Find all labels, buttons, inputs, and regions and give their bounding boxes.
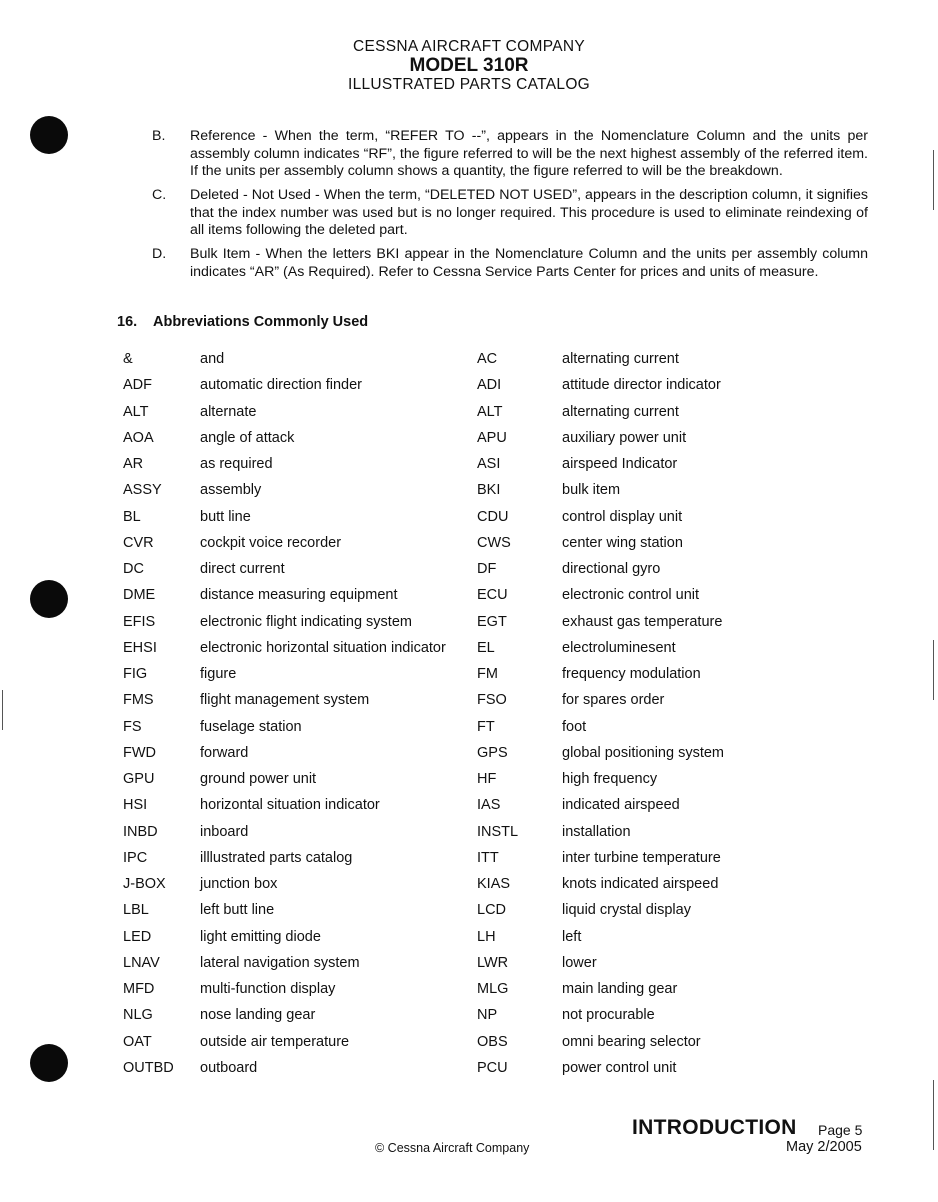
scan-edge-mark (2, 690, 3, 730)
abbreviation-meaning: inter turbine temperature (562, 849, 721, 866)
page-header (0, 38, 938, 94)
abbreviation-meaning: automatic direction finder (200, 377, 362, 394)
abbreviation: J-BOX (123, 876, 166, 893)
abbreviation-meaning: light emitting diode (200, 928, 321, 945)
abbreviation: ADF (123, 377, 152, 394)
abbreviation-meaning: airspeed Indicator (562, 456, 678, 473)
scan-edge-mark (933, 640, 934, 700)
abbreviation-meaning: electroluminesent (562, 639, 676, 656)
abbreviations-table (116, 346, 882, 1081)
catalog-name: ILLUSTRATED PARTS CATALOG (347, 76, 591, 93)
abbreviation-meaning: outboard (200, 1059, 258, 1076)
abbreviation-meaning: lower (562, 954, 597, 971)
abbreviation: LBL (123, 902, 149, 919)
table-row (116, 372, 882, 398)
footer-copyright: © Cessna Aircraft Company (375, 1141, 530, 1155)
abbreviation-meaning: electronic horizontal situation indicator (200, 639, 446, 656)
abbreviation: & (123, 351, 133, 368)
abbreviation: FT (477, 718, 495, 735)
abbreviation-meaning: directional gyro (562, 561, 661, 578)
paragraph-text: Deleted - Not Used - When the term, “DELETED NOT USED”, appears in the description column, it signifies that the index number was used but is no longer required. This procedure is used to eliminate reindexing of all items following the deleted part. (190, 187, 868, 238)
abbreviation-meaning: inboard (200, 823, 249, 840)
table-row (116, 976, 882, 1002)
abbreviation: ITT (477, 849, 499, 866)
abbreviation-meaning: horizontal situation indicator (200, 797, 380, 814)
abbreviation: HSI (123, 797, 148, 814)
abbreviation: GPU (123, 771, 155, 788)
paragraph-text: Bulk Item - When the letters BKI appear in the Nomenclature Column and the units per assembly column indicates “AR” (As Required). Refer to Cessna Service Parts Center for prices and units of measure. (190, 246, 868, 280)
table-row (116, 504, 882, 530)
abbreviation-meaning: alternating current (562, 403, 679, 420)
scan-edge-mark (933, 150, 934, 210)
abbreviation: FIG (123, 666, 148, 683)
footer-section-title: INTRODUCTION (632, 1116, 797, 1139)
paragraph-letter: D. (152, 246, 167, 262)
model-name: MODEL 310R (409, 55, 529, 76)
abbreviation: AOA (123, 429, 154, 446)
abbreviation: ECU (477, 587, 508, 604)
abbreviation: ADI (477, 377, 502, 394)
abbreviation-meaning: exhaust gas temperature (562, 613, 723, 630)
table-row (116, 819, 882, 845)
abbreviation-meaning: alternate (200, 403, 257, 420)
abbreviation: FSO (477, 692, 507, 709)
abbreviation: CDU (477, 508, 509, 525)
section-number: 16. (117, 314, 138, 330)
abbreviation-meaning: global positioning system (562, 744, 725, 761)
table-row (116, 346, 882, 372)
abbreviation-meaning: electronic control unit (562, 587, 700, 604)
table-row (116, 425, 882, 451)
table-row (116, 792, 882, 818)
table-row (116, 871, 882, 897)
table-row (116, 740, 882, 766)
table-row (116, 1055, 882, 1081)
abbreviation-meaning: and (200, 351, 225, 368)
abbreviation: NLG (123, 1007, 153, 1024)
abbreviation: NP (477, 1007, 498, 1024)
table-row (116, 687, 882, 713)
table-row (116, 609, 882, 635)
abbreviation: LCD (477, 902, 507, 919)
abbreviation: GPS (477, 744, 508, 761)
table-row (116, 897, 882, 923)
abbreviation: EL (477, 639, 495, 656)
abbreviation: INSTL (477, 823, 519, 840)
abbreviation-meaning: frequency modulation (562, 666, 701, 683)
abbreviation-meaning: knots indicated airspeed (562, 876, 719, 893)
paragraph-text: Reference - When the term, “REFER TO --”, appears in the Nomenclature Column and the units per assembly column indicates “RF”, the figure referred to will be the next highest assembly of the referred item. If the units per assembly column shows a quantity, the figure referred to will be the breakdown. (190, 128, 868, 179)
abbreviation-meaning: attitude director indicator (562, 377, 721, 394)
abbreviation: MLG (477, 981, 509, 998)
table-row (116, 924, 882, 950)
abbreviation: LNAV (123, 954, 160, 971)
abbreviation: CVR (123, 534, 154, 551)
abbreviation: FMS (123, 692, 154, 709)
abbreviation-meaning: center wing station (562, 534, 683, 551)
table-row (116, 950, 882, 976)
abbreviation: LED (123, 928, 152, 945)
abbreviation-meaning: high frequency (562, 771, 658, 788)
table-row (116, 1002, 882, 1028)
abbreviation: ASSY (123, 482, 162, 499)
abbreviation: FM (477, 666, 498, 683)
footer-date: May 2/2005 (786, 1139, 862, 1155)
abbreviation: ALT (477, 403, 503, 420)
abbreviation-meaning: for spares order (562, 692, 665, 709)
paragraph-letter: C. (152, 187, 167, 203)
abbreviation-meaning: junction box (200, 876, 278, 893)
abbreviation: HF (477, 771, 497, 788)
abbreviation: EHSI (123, 639, 157, 656)
punch-hole-bottom (30, 1044, 68, 1082)
section-title: Abbreviations Commonly Used (153, 314, 369, 330)
abbreviation-meaning: auxiliary power unit (562, 429, 687, 446)
abbreviation: IPC (123, 849, 148, 866)
abbreviation: MFD (123, 981, 155, 998)
footer-page-number: Page 5 (818, 1122, 863, 1138)
abbreviation-meaning: omni bearing selector (562, 1033, 701, 1050)
abbreviation-meaning: forward (200, 744, 249, 761)
abbreviation-meaning: lateral navigation system (200, 954, 360, 971)
abbreviation: OUTBD (123, 1059, 174, 1076)
table-row (116, 399, 882, 425)
paragraph-c (152, 187, 868, 240)
abbreviation-meaning: outside air temperature (200, 1033, 350, 1050)
abbreviation-meaning: liquid crystal display (562, 902, 691, 919)
abbreviation: EGT (477, 613, 507, 630)
abbreviation: DC (123, 561, 144, 578)
abbreviation: PCU (477, 1059, 508, 1076)
abbreviation-meaning: left butt line (200, 902, 275, 919)
abbreviation-meaning: installation (562, 823, 631, 840)
abbreviation-meaning: fuselage station (200, 718, 302, 735)
abbreviation: ALT (123, 403, 149, 420)
abbreviation-meaning: angle of attack (200, 429, 295, 446)
abbreviation-meaning: illlustrated parts catalog (200, 849, 353, 866)
abbreviation-meaning: indicated airspeed (562, 797, 680, 814)
abbreviation-meaning: figure (200, 666, 237, 683)
table-row (116, 582, 882, 608)
paragraph-b (152, 128, 868, 181)
scan-edge-mark (933, 1080, 934, 1150)
table-row (116, 477, 882, 503)
abbreviation: FWD (123, 744, 157, 761)
abbreviation-meaning: distance measuring equipment (200, 587, 398, 604)
abbreviation-meaning: as required (200, 456, 273, 473)
abbreviation-meaning: nose landing gear (200, 1007, 316, 1024)
section-heading (117, 314, 368, 330)
abbreviation-meaning: ground power unit (200, 771, 317, 788)
abbreviation: DME (123, 587, 156, 604)
abbreviation: ASI (477, 456, 501, 473)
paragraph-letter: B. (152, 128, 166, 144)
abbreviation: LWR (477, 954, 509, 971)
abbreviation: AR (123, 456, 144, 473)
company-name: CESSNA AIRCRAFT COMPANY (353, 38, 585, 55)
abbreviation: BL (123, 508, 141, 525)
abbreviation: BKI (477, 482, 501, 499)
abbreviation: LH (477, 928, 496, 945)
abbreviation: AC (477, 351, 498, 368)
abbreviation: IAS (477, 797, 501, 814)
abbreviation-meaning: foot (562, 718, 587, 735)
table-row (116, 556, 882, 582)
table-row (116, 845, 882, 871)
abbreviation-meaning: cockpit voice recorder (200, 534, 342, 551)
table-row (116, 1029, 882, 1055)
abbreviation-meaning: flight management system (200, 692, 370, 709)
abbreviation-meaning: multi-function display (200, 981, 336, 998)
abbreviation-meaning: not procurable (562, 1007, 655, 1024)
punch-hole-top (30, 116, 68, 154)
abbreviation-meaning: assembly (200, 482, 262, 499)
table-row (116, 766, 882, 792)
table-row (116, 530, 882, 556)
abbreviation: DF (477, 561, 497, 578)
abbreviation-meaning: butt line (200, 508, 251, 525)
abbreviation: INBD (123, 823, 158, 840)
table-row (116, 451, 882, 477)
abbreviation-meaning: alternating current (562, 351, 679, 368)
abbreviation-meaning: power control unit (562, 1059, 677, 1076)
abbreviation: EFIS (123, 613, 156, 630)
abbreviation: OBS (477, 1033, 508, 1050)
abbreviation-meaning: control display unit (562, 508, 683, 525)
abbreviation-meaning: left (562, 928, 582, 945)
abbreviation: APU (477, 429, 507, 446)
punch-hole-middle (30, 580, 68, 618)
abbreviation: FS (123, 718, 142, 735)
table-row (116, 661, 882, 687)
table-row (116, 635, 882, 661)
abbreviation-meaning: bulk item (562, 482, 621, 499)
abbreviation-meaning: main landing gear (562, 981, 678, 998)
abbreviation: KIAS (477, 876, 511, 893)
abbreviation: CWS (477, 534, 511, 551)
abbreviation: OAT (123, 1033, 152, 1050)
abbreviation-meaning: direct current (200, 561, 285, 578)
table-row (116, 714, 882, 740)
paragraph-d (152, 246, 868, 281)
abbreviation-meaning: electronic flight indicating system (200, 613, 412, 630)
